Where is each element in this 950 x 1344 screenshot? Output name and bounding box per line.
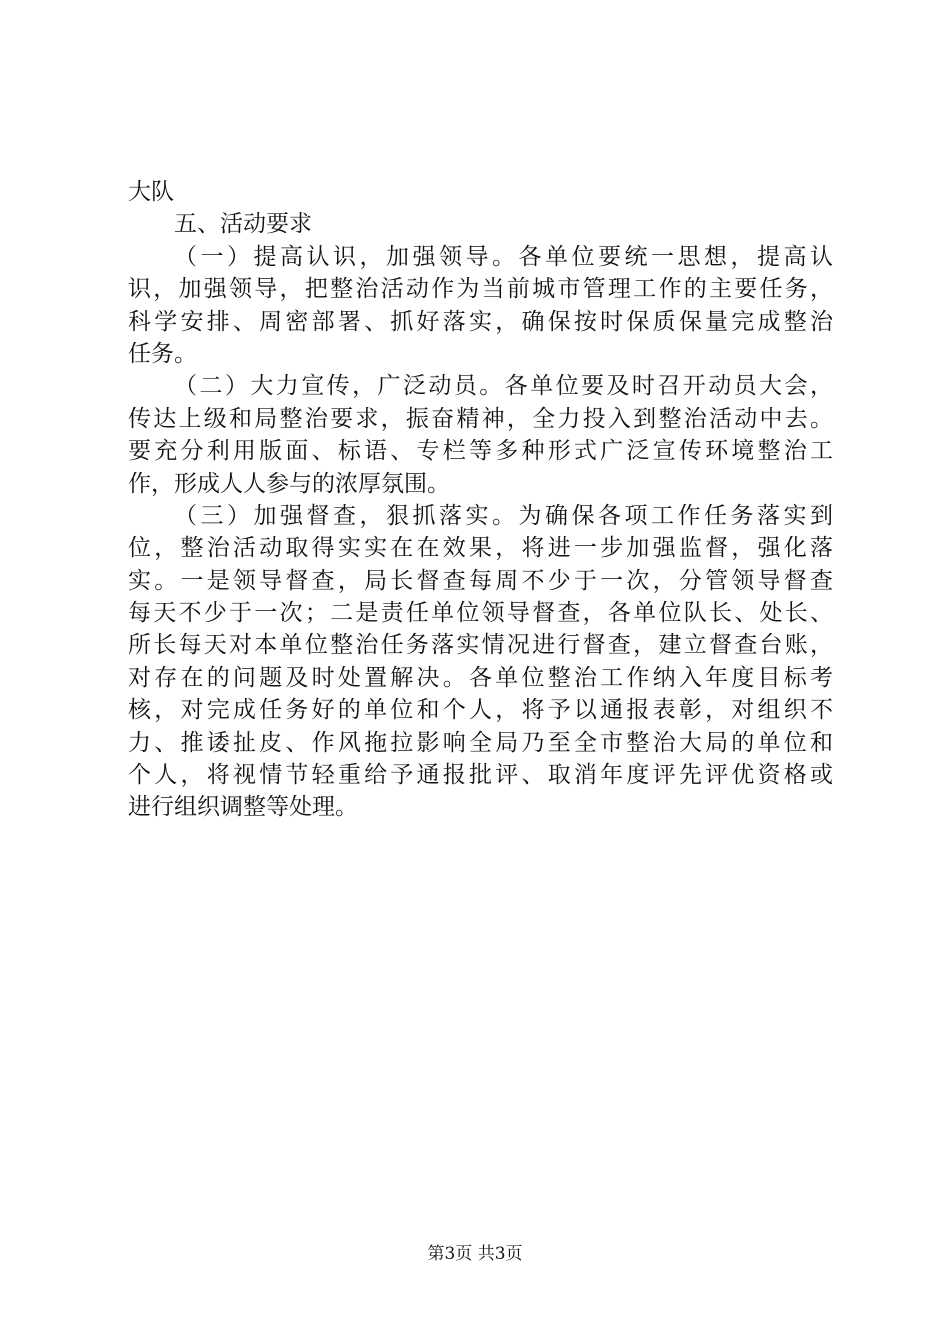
document-body [128,176,833,824]
page-footer [0,1244,950,1264]
paragraph-line: （三）加强督查，狠抓落实。为确保各项工作任务落实到 [174,502,833,529]
paragraph-line: 要充分利用版面、标语、专栏等多种形式广泛宣传环境整治工 [128,438,833,465]
paragraph-line: 作，形成人人参与的浓厚氛围。 [128,470,450,497]
paragraph-line: 个人，将视情节轻重给予通报批评、取消年度评先评优资格或 [128,762,833,789]
paragraph-line: 任务。 [128,340,197,367]
paragraph-line: 力、推诿扯皮、作风拖拉影响全局乃至全市整治大局的单位和 [128,729,833,756]
paragraph-line: 核，对完成任务好的单位和个人，将予以通报表彰，对组织不 [128,697,833,724]
paragraph-line: 对存在的问题及时处置解决。各单位整治工作纳入年度目标考 [128,664,833,691]
text-line: 大队 [128,179,174,205]
paragraph-line: 传达上级和局整治要求，振奋精神，全力投入到整治活动中去。 [128,405,833,432]
paragraph-line: （二）大力宣传，广泛动员。各单位要及时召开动员大会， [174,373,833,400]
paragraph-line: 实。一是领导督查，局长督查每周不少于一次，分管领导督查 [128,567,833,594]
paragraph-line: 位，整治活动取得实实在在效果，将进一步加强监督，强化落 [128,535,833,562]
paragraph-line: 所长每天对本单位整治任务落实情况进行督查，建立督查台账， [128,632,833,659]
page-number-label: 第3页 共3页 [427,1244,523,1264]
paragraph-line: 科学安排、周密部署、抓好落实，确保按时保质保量完成整治 [128,308,833,335]
paragraph-line: （一）提高认识，加强领导。各单位要统一思想，提高认 [174,243,833,270]
section-heading: 五、活动要求 [174,211,312,238]
paragraph-line: 进行组织调整等处理。 [128,794,358,821]
paragraph-line: 识，加强领导，把整治活动作为当前城市管理工作的主要任务， [128,276,833,303]
paragraph-line: 每天不少于一次；二是责任单位领导督查，各单位队长、处长、 [128,600,833,627]
